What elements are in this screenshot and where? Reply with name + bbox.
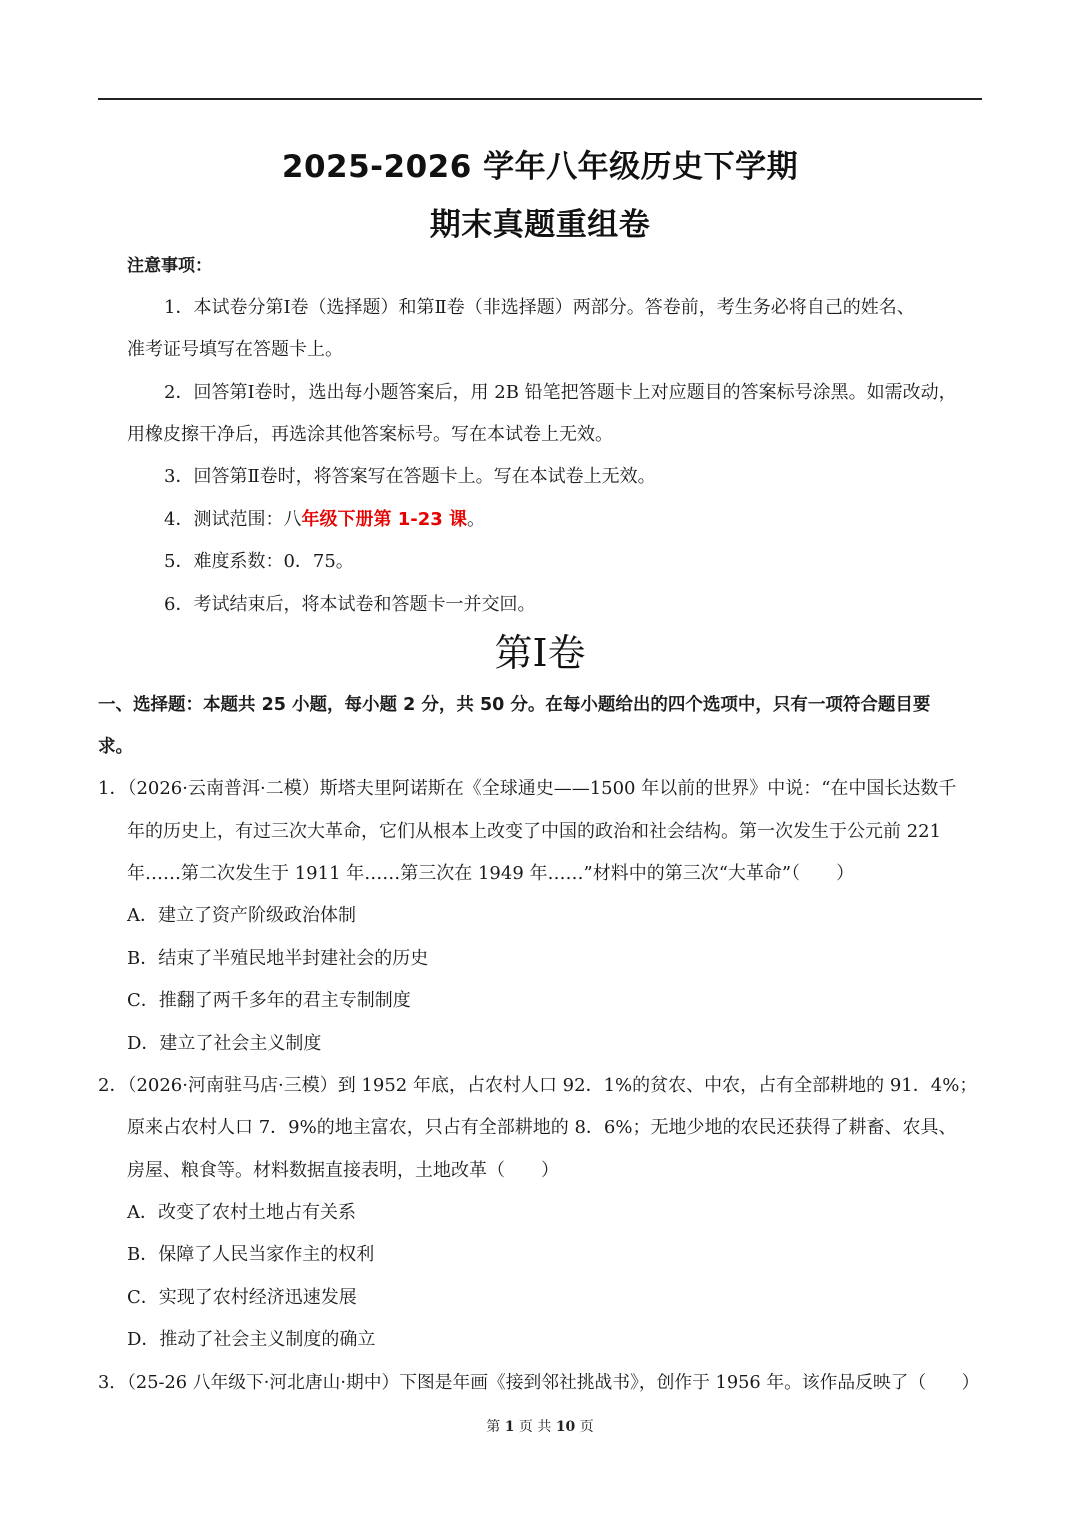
question-2-option-c: C．实现了农村经济迅速发展: [127, 1287, 357, 1308]
question-2-stem-line-3: 房屋、粮食等。材料数据直接表明，土地改革（ ）: [127, 1160, 559, 1181]
note-4-suffix: 。: [467, 509, 486, 530]
page-footer: [0, 1417, 1080, 1437]
question-2-stem-line-2: 原来占农村人口 7．9%的地主富农，只占有全部耕地的 8．6%；无地少地的农民还获得了耕畜、农具、: [127, 1117, 957, 1138]
question-2-option-b: B．保障了人民当家作主的权利: [127, 1244, 375, 1265]
footer-middle: 页 共: [518, 1419, 552, 1435]
exam-title: 2025-2026 学年八年级历史下学期: [281, 149, 799, 185]
question-2-option-d: D．推动了社会主义制度的确立: [127, 1329, 376, 1350]
footer-suffix: 页: [579, 1419, 594, 1435]
section-heading-line-1: 一、选择题：本题共 25 小题，每小题 2 分，共 50 分。在每小题给出的四个选项中，只有一项符合题目要: [98, 695, 931, 715]
note-4-highlight: 年级下册第 1-23 课: [301, 509, 468, 530]
note-2-line-1: 2．回答第Ⅰ卷时，选出每小题答案后，用 2B 铅笔把答题卡上对应题目的答案标号涂黑。如需改动，: [164, 382, 957, 403]
note-4-prefix: 4．测试范围：八: [164, 509, 302, 530]
footer-page-number: 1: [504, 1419, 515, 1435]
question-3-stem-line-1: 3．（25-26 八年级下·河北唐山·期中）下图是年画《接到邻社挑战书》，创作于 1956 年。该作品反映了（ ）: [98, 1373, 980, 1393]
question-2-stem-line-1: 2．（2026·河南驻马店·三模）到 1952 年底，占农村人口 92．1%的贫农、中农，占有全部耕地的 91．4%；: [98, 1075, 978, 1096]
note-4: [164, 508, 485, 532]
note-3: 3．回答第Ⅱ卷时，将答案写在答题卡上。写在本试卷上无效。: [164, 466, 656, 487]
question-2-option-a: A．改变了农村土地占有关系: [127, 1202, 356, 1223]
question-1-stem-line-2: 年的历史上，有过三次大革命，它们从根本上改变了中国的政治和社会结构。第一次发生于公元前 221: [127, 821, 942, 842]
note-5: 5．难度系数：0．75。: [164, 551, 354, 572]
question-1-option-d: D．建立了社会主义制度: [127, 1033, 322, 1054]
exam-subtitle: 期末真题重组卷: [429, 207, 651, 243]
note-1-line-2: 准考证号填写在答题卡上。: [127, 339, 343, 360]
footer-total-pages: 10: [555, 1419, 576, 1435]
question-1-option-c: C．推翻了两千多年的君主专制制度: [127, 990, 411, 1011]
question-1-option-a: A．建立了资产阶级政治体制: [127, 905, 356, 926]
question-1-stem-line-3: 年……第二次发生于 1911 年……第三次在 1949 年……”材料中的第三次“大革命”（ ）: [127, 863, 855, 884]
note-1-line-1: 1．本试卷分第Ⅰ卷（选择题）和第Ⅱ卷（非选择题）两部分。答卷前，考生务必将自己的姓名、: [164, 297, 915, 318]
note-2-line-2: 用橡皮擦干净后，再选涂其他答案标号。写在本试卷上无效。: [127, 424, 613, 445]
notes-heading: 注意事项：: [127, 256, 212, 276]
header-rule: [98, 98, 982, 100]
question-1-stem-line-1: 1．（2026·云南普洱·二模）斯塔夫里阿诺斯在《全球通史——1500 年以前的世界》中说：“在中国长达数千: [98, 778, 957, 799]
section-heading-line-2: 求。: [98, 737, 133, 757]
footer-prefix: 第: [486, 1419, 501, 1435]
note-6: 6．考试结束后，将本试卷和答题卡一并交回。: [164, 594, 536, 615]
volume-title: 第Ⅰ卷: [494, 631, 586, 675]
question-1-option-b: B．结束了半殖民地半封建社会的历史: [127, 948, 429, 969]
